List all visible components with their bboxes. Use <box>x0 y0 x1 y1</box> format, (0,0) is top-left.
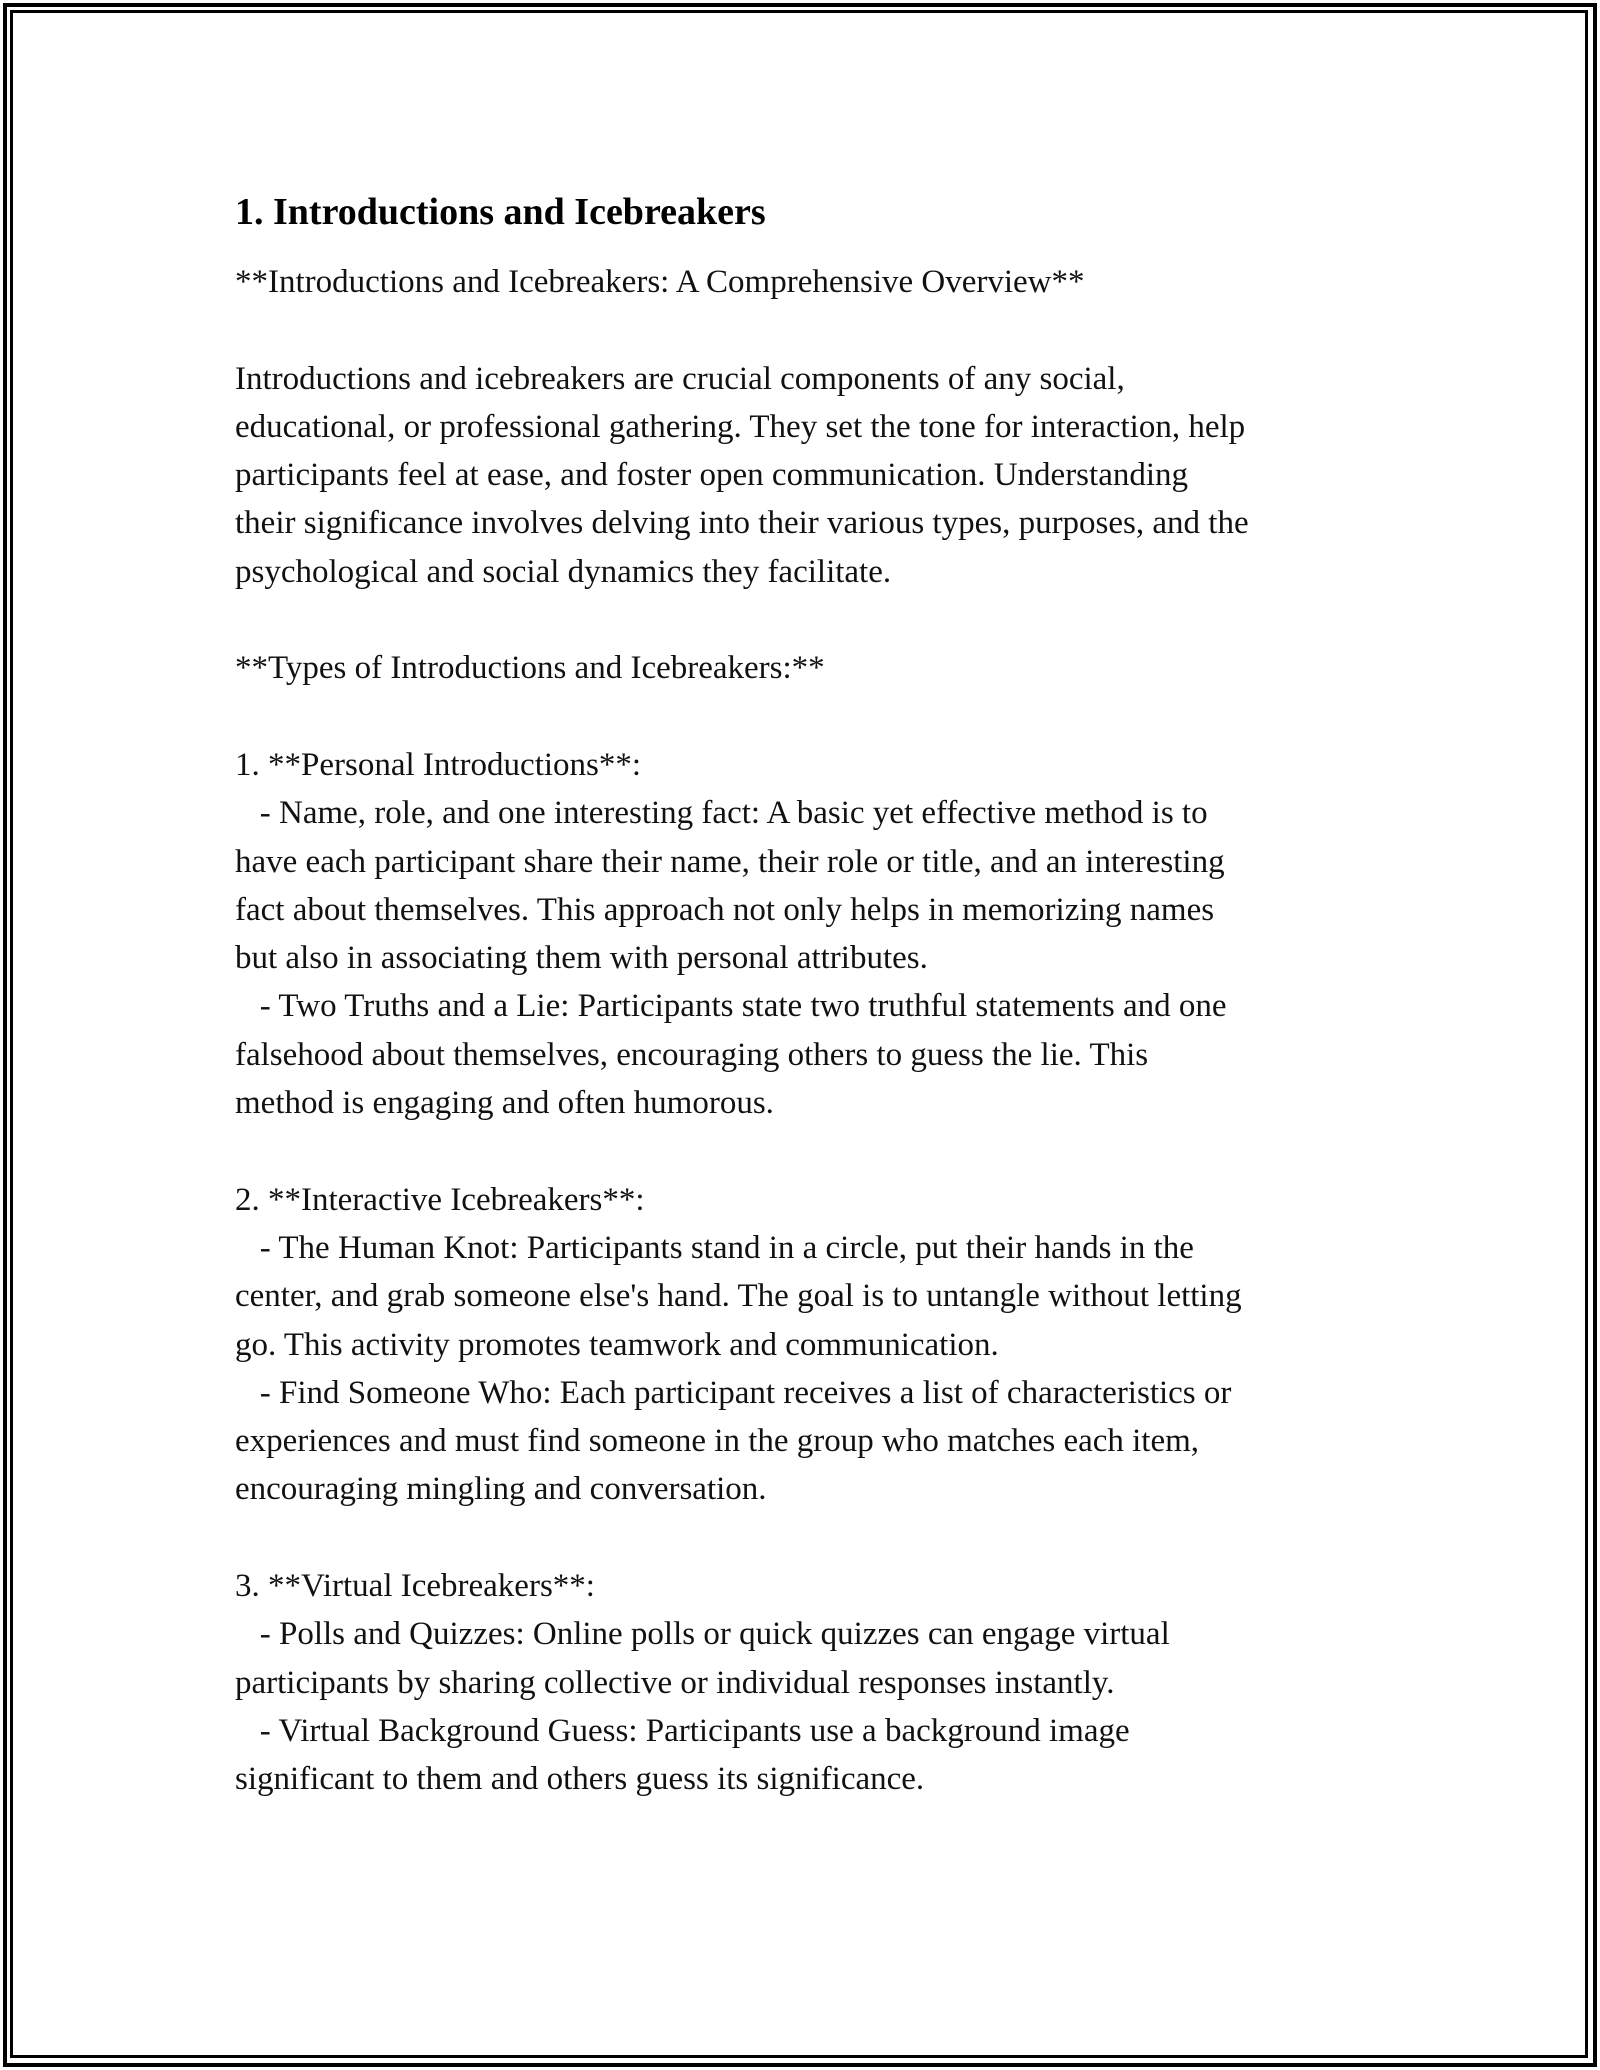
body-text: **Introductions and Icebreakers: A Comprehensive Overview** Introductions and icebreakers are crucial components of any social, educational, or professional gathering. They set the tone for interaction, help participants feel at ease, and foster open communication. Understanding their significance involves delving into their various types, purposes, and the psychological and social dynamics they facilitate. **Types of Introductions and Icebreakers:** 1. **Personal Introductions**: - Name, role, and one interesting fact: A basic yet effective method is to have each participant share their name, their role or title, and an interesting fact about themselves. This approach not only helps in memorizing names but also in associating them with personal attributes. - Two Truths and a Lie: Participants state two truthful statements and one falsehood about themselves, encouraging others to guess the lie. This method is engaging and often humorous. 2. **Interactive Icebreakers**: - The Human Knot: Participants stand in a circle, put their hands in the center, and grab someone else's hand. The goal is to untangle without letting go. This activity promotes teamwork and communication. - Find Someone Who: Each participant receives a list of characteristics or experiences and must find someone in the group who matches each item, encouraging mingling and conversation. 3. **Virtual Icebreakers**: - Polls and Quizzes: Online polls or quick quizzes can engage virtual participants by sharing collective or individual responses instantly. - Virtual Background Guess: Participants use a background image significant to them and others guess its significance. <box>235 264 1249 1798</box>
page-title: 1. Introductions and Icebreakers <box>235 191 766 233</box>
document-page <box>235 186 1385 1804</box>
